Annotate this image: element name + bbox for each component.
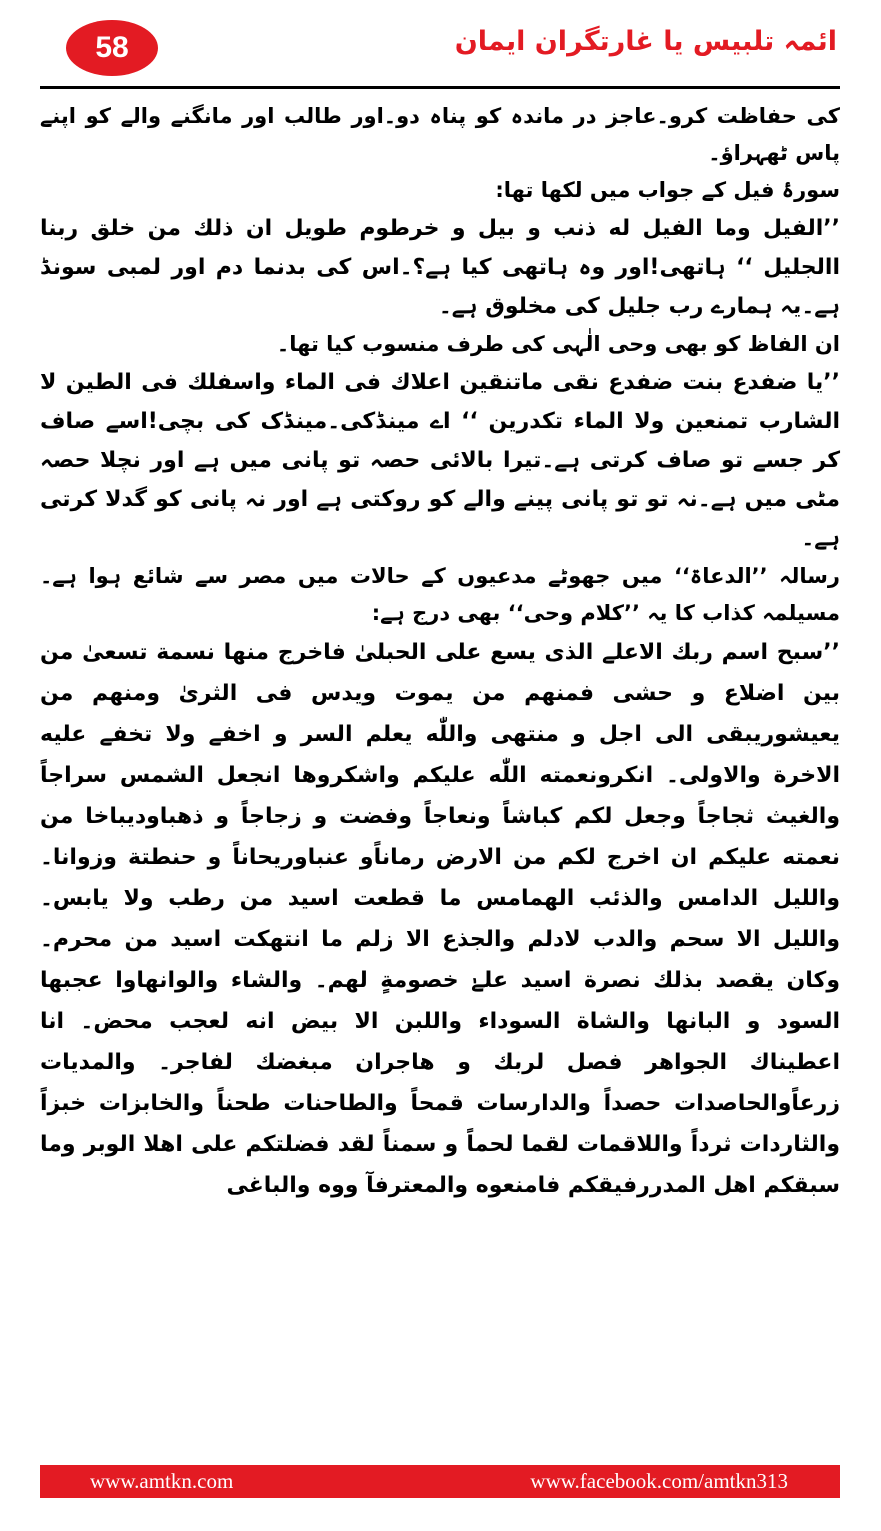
paragraph-dafda-verse: ’’یا ضفدع بنت ضفدع نقی ماتنقین اعلاك فی الماء واسفلك فی الطین لا الشارب تمنعین ولا الماء تکدرین ‘‘ اے مینڈکی۔مینڈک کی بچی!اسے صاف کر جسے تو صاف کرتی ہے۔تیرا بالائی حصہ تو پانی میں ہے اور نچلا حصہ مٹی میں ہے۔نہ تو تو پانی پینے والے کو روکتی ہے اور نہ پانی کو گدلا کرتی ہے۔ bbox=[40, 370, 840, 551]
paragraph-risala: رسالہ ’’الدعاۃ‘‘ میں جھوٹے مدعیوں کے حالات میں مصر سے شائع ہوا ہے۔مسیلمہ کذاب کا یہ ’’کلام وحی‘‘ بھی درج ہے: bbox=[40, 564, 840, 625]
facebook-link[interactable]: www.facebook.com/amtkn313 bbox=[530, 1469, 788, 1493]
paragraph-fil-verse: ’’الفیل وما الفیل له ذنب و بیل و خرطوم طویل ان ذلك من خلق ربنا االجلیل ‘‘ ہاتھی!اور وہ ہاتھی کیا ہے؟۔اس کی بدنما دم اور لمبی سونڈ ہے۔یہ ہمارے رب جلیل کی مخلوق ہے۔ bbox=[40, 216, 840, 319]
paragraph-musaylima-text: ’’سبح اسم ربك الاعلے الذی یسع علی الحبلیٰ فاخرج منها نسمة تسعیٰ من بین اضلاع و حشی فمنهم من یموت ویدس فی الثریٰ ومنهم من یعیشوریبقی الی اجل و منتهی واللّٰه یعلم السر و اخفے ولا تخفے علیه الاخرة والاولی۔ انکرونعمته اللّٰه علیکم واشکروها انجعل الشمس سراجاً والغیث ثجاجاً وجعل لکم کباشاً ونعاجاً وفضت و زجاجاً و ذهباودیباخا من نعمته علیکم ان اخرج لکم من الارض رماناًو عنباوریحاناً و حنطتة وزوانا۔ واللیل الدامس والذئب الهمامس ما قطعت اسید من رطب ولا یابس۔ واللیل الا سحم والدب لادلم والجذع الا زلم ما انتهکت اسید من محرم۔ وکان یقصد بذلك نصرة اسید علےٰ خصومةٍ لهم۔ والشاء والوانهاوا عجبها السود و البانها والشاة السوداء واللبن الا بیض انه لعجب محض۔ انا اعطیناك الجواهر فصل لربك و هاجران مبغضك لفاجر۔ والمدیات زرعاًوالحاصدات حصداً والدارسات قمحاً والطاحنات طحناً والخابزات خبزاً والثاردات ثرداً واللاقمات لقما لحماً و سمناً لقد فضلتکم علی اهلا الوبر وما سبقکم اهل المدررفیقکم فامنعوه والمعترفآ ووه والباغی bbox=[40, 640, 840, 1198]
paragraph-safeguard: کی حفاظت کرو۔عاجز در ماندہ کو پناہ دو۔اور طالب اور مانگنے والے کو اپنے پاس ٹھہراؤ۔ bbox=[40, 104, 840, 165]
header-divider bbox=[40, 86, 840, 89]
page-footer bbox=[40, 1465, 840, 1498]
paragraph-attributed: ان الفاظ کو بھی وحی الٰہی کی طرف منسوب کیا تھا۔ bbox=[276, 332, 840, 356]
book-title: ائمہ تلبیس یا غارتگران ایمان bbox=[454, 26, 837, 57]
page-number-badge bbox=[66, 20, 158, 76]
paragraph-surah-fil-intro: سورۂ فیل کے جواب میں لکھا تھا: bbox=[495, 178, 840, 202]
page-body bbox=[40, 98, 840, 1206]
website-link[interactable]: www.amtkn.com bbox=[90, 1469, 234, 1493]
page-number: 58 bbox=[95, 31, 129, 64]
page-header bbox=[0, 0, 881, 92]
